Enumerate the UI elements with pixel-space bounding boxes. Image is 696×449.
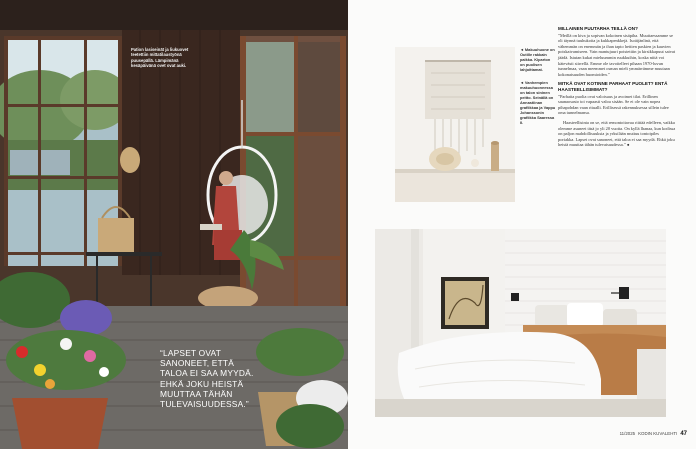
photo-textile-art: [395, 47, 515, 202]
right-page: [348, 0, 696, 449]
side-caption: ◄ Makuuhuone on Outille rakkain paikka. Kiparton on puolisen lahjoittamat.: [520, 47, 555, 72]
article-text: [558, 26, 676, 152]
photo-caption: Pation lasiseinät ja liukuovet teetettiin mittatilaustyönä puusepällä. Lämpimänä kesäpäivänä ovet ovat auki.: [131, 47, 189, 69]
page-number: 47: [680, 431, 687, 437]
side-caption: ◄ Vanhempien makuuhuoneessa on talon sininen peitto. Seinällä on Annastiinan grafiikkaa ja Vappu Johanssonin grafiikka Saaressa II.: [520, 80, 556, 125]
issue-number: 11/2025: [619, 431, 636, 436]
pull-quote: “LAPSET OVAT SANONEET, ETTÄ TALOA EI SAA MYYDÄ. EHKÄ JOKU HEISTÄ MUUTTAA TÄHÄN TULEVAISUUDESSA.”: [160, 348, 254, 410]
article-paragraph: ”Meillä on kiva ja sopivan kokoinen sisäpiha. Muuttaessamme se oli täynnä tuuhukoita ja kukkapenkkejä. Isoäijänlinä, että vähemmän on enemmän ja ihan tapto hettien paskien ja kauvien poiskaivamiseen. Vain mantujuuri poistettiin ja kirsikkapuut saivat jäädä. Istutan kukat mieluummin ruukkuihin, koska niitä voi kätevästi siirrellä. Emme ole tavoitelleet pihaan 1970-luvun tunnelmaa, vaan meemmet osman mielt ymmärrämme muutaan kokonaisuuden huomioiden.”: [558, 32, 676, 77]
section-heading: MILLAINEN PUUTARHA TEILLÄ ON?: [558, 26, 638, 31]
magazine-name: KODIN KUVALEHTI: [638, 431, 678, 436]
article-paragraph: ”Parhaita puolia ovat valoisuus ja avoimet tilat. Erillinen saunaosasto toi vapaasti valoa sisään. Se ei ole vain nopea pihapohdan vaan ritualli. Erillisessä rakennuksessa sillein tulee oma tunnelmansa.: [558, 93, 669, 116]
side-captions: [520, 47, 556, 133]
article-paragraph: Haasteellisinta on se, että remontoitavaa riittää edelleen, vaikka olemme asuneet täsä jo yli 20 vuotta. On kyllä lhanaa, kun kodissa on paljon mahdollisuuksia ja yrksilään muttuu tontoipiles poriakka. Lapset ovat sanoneet, että taloa ei saa myydä. Ehkä joku heistä muuttaa tähän tulevaisuudessa.” ●: [558, 119, 676, 148]
section-heading: MITKÄ OVAT KOTINNE PARHAAT PUOLET? ENTÄ HAASTEELLISIMMAT?: [558, 81, 668, 92]
photo-bedroom: [375, 229, 666, 417]
folio: [620, 431, 687, 437]
